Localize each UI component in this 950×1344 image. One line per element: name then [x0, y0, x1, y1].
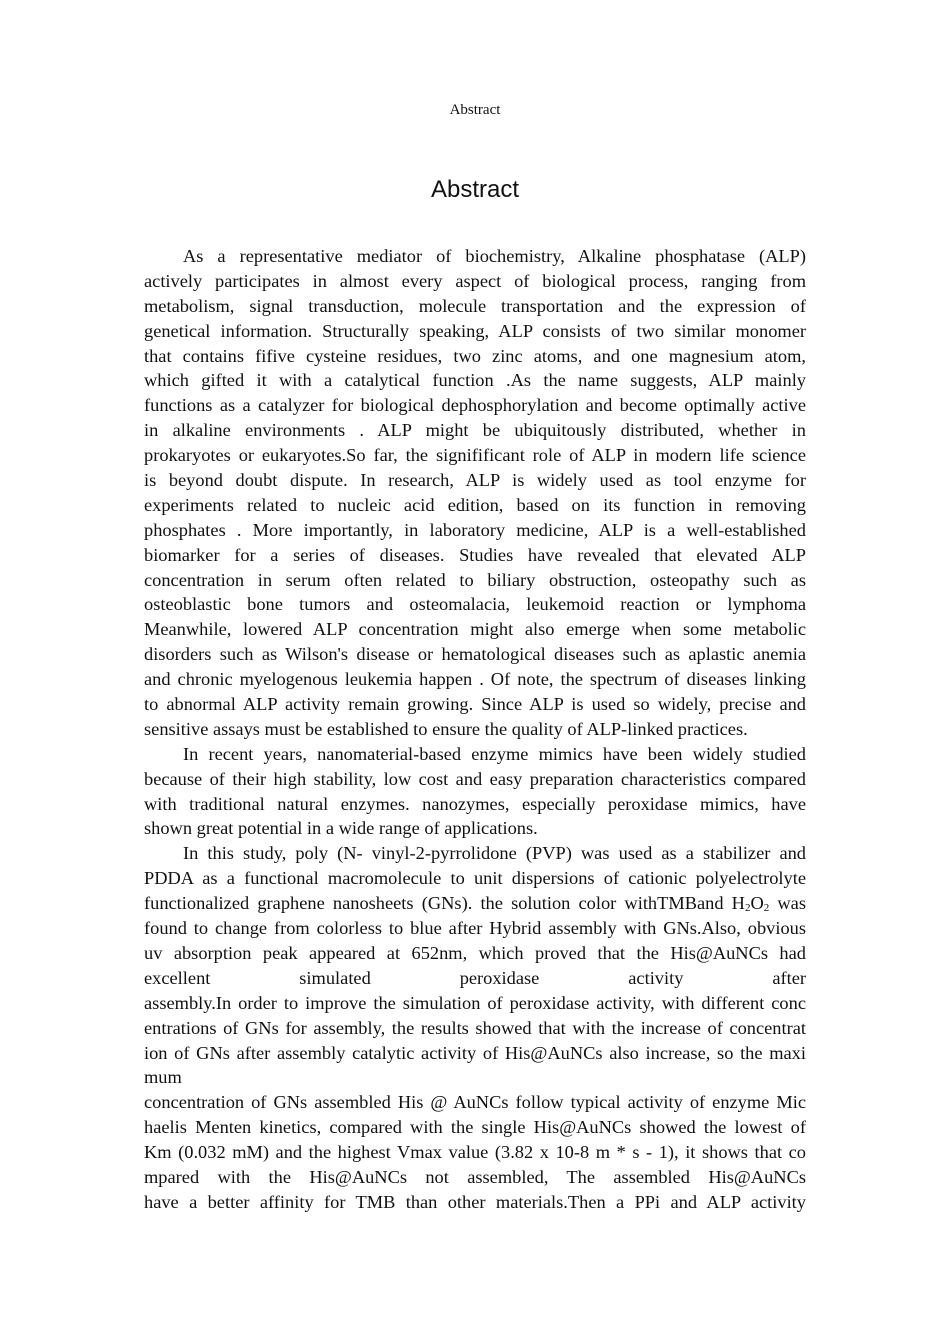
text-line: uv absorption peak appeared at 652nm, which proved that the His@AuNCs had — [144, 942, 806, 963]
text-line: entrations of GNs for assembly, the results showed that with the increase of concentrat — [144, 1017, 806, 1038]
text-line-with-formula — [144, 891, 806, 916]
text-line: actively participates in almost every aspect of biological process, ranging from — [144, 270, 806, 291]
text-line: in alkaline environments . ALP might be ubiquitously distributed, whether in — [144, 420, 806, 441]
page-title: Abstract — [430, 176, 520, 203]
text-line: that contains fifive cysteine residues, two zinc atoms, and one magnesium atom, — [144, 345, 806, 366]
subscript: 2 — [763, 902, 770, 915]
text-line: prokaryotes or eukaryotes.So far, the signifificant role of ALP in modern life science — [144, 445, 806, 466]
text-line: have a better affinity for TMB than other materials.Then a PPi and ALP activity — [144, 1191, 806, 1212]
text-line: because of their high stability, low cost and easy preparation characteristics compared — [144, 768, 806, 789]
text-line: genetical information. Structurally speaking, ALP consists of two similar monomer — [144, 320, 806, 341]
text-line: found to change from colorless to blue after Hybrid assembly with GNs.Also, obvious — [144, 918, 806, 939]
text-line: haelis Menten kinetics, compared with the single His@AuNCs showed the lowest of — [144, 1117, 806, 1138]
text-line: mum — [144, 1067, 182, 1088]
text-line: PDDA as a functional macromolecule to unit dispersions of cationic polyelectrolyte — [144, 868, 806, 889]
subscript: 2 — [744, 902, 751, 915]
paragraph-4 — [144, 1090, 806, 1214]
running-header: Abstract — [449, 102, 501, 118]
text-segment: O — [750, 893, 764, 914]
text-line: disorders such as Wilson's disease or hematological diseases such as aplastic anemia — [144, 644, 806, 665]
paragraph-2 — [144, 742, 806, 842]
text-line: Km (0.032 mM) and the highest Vmax value (3.82 x 10-8 m * s - 1), it shows that co — [144, 1142, 806, 1163]
text-line: which gifted it with a catalytical function .As the name suggests, ALP mainly — [144, 370, 806, 391]
text-segment: was — [769, 893, 807, 914]
text-line: ion of GNs after assembly catalytic activity of His@AuNCs also increase, so the maxi — [144, 1042, 806, 1063]
text-segment: functionalized graphene nanosheets (GNs). the solution color withTMBand H — [144, 893, 745, 914]
text-line: experiments related to nucleic acid edition, based on its function in removing — [144, 494, 806, 515]
text-line: phosphates . More importantly, in laboratory medicine, ALP is a well-established — [144, 519, 806, 540]
text-line: with traditional natural enzymes. nanozymes, especially peroxidase mimics, have — [144, 793, 806, 814]
text-line: assembly.In order to improve the simulation of peroxidase activity, with different conc — [144, 992, 806, 1013]
text-line: to abnormal ALP activity remain growing. Since ALP is used so widely, precise and — [144, 694, 806, 715]
text-line: and chronic myelogenous leukemia happen . Of note, the spectrum of diseases linking — [144, 669, 806, 690]
text-line: concentration of GNs assembled His @ AuNCs follow typical activity of enzyme Mic — [144, 1092, 806, 1113]
text-line: mpared with the His@AuNCs not assembled, The assembled His@AuNCs — [144, 1166, 806, 1187]
text-line: functions as a catalyzer for biological dephosphorylation and become optimally active — [144, 395, 806, 416]
abstract-body — [144, 244, 806, 1215]
text-line: osteoblastic bone tumors and osteomalacia, leukemoid reaction or lymphoma — [144, 594, 806, 615]
text-line: As a representative mediator of biochemistry, Alkaline phosphatase (ALP) — [183, 246, 806, 266]
paragraph-1 — [144, 244, 806, 742]
text-line: shown great potential in a wide range of applications. — [144, 818, 538, 839]
text-line: concentration in serum often related to biliary obstruction, osteopathy such as — [144, 569, 806, 590]
text-line: In this study, poly (N- vinyl-2-pyrrolidone (PVP) was used as a stabilizer and — [183, 843, 806, 864]
text-line: Meanwhile, lowered ALP concentration might also emerge when some metabolic — [144, 619, 806, 640]
text-line: excellent simulated peroxidase activity after — [144, 967, 806, 988]
text-line: In recent years, nanomaterial-based enzyme mimics have been widely studied — [183, 743, 806, 764]
text-line: biomarker for a series of diseases. Studies have revealed that elevated ALP — [144, 544, 806, 565]
paragraph-3 — [144, 841, 806, 1090]
text-line: metabolism, signal transduction, molecule transportation and the expression of — [144, 295, 806, 316]
text-line: is beyond doubt dispute. In research, ALP is widely used as tool enzyme for — [144, 470, 806, 491]
text-line: sensitive assays must be established to ensure the quality of ALP-linked practices. — [144, 718, 748, 739]
